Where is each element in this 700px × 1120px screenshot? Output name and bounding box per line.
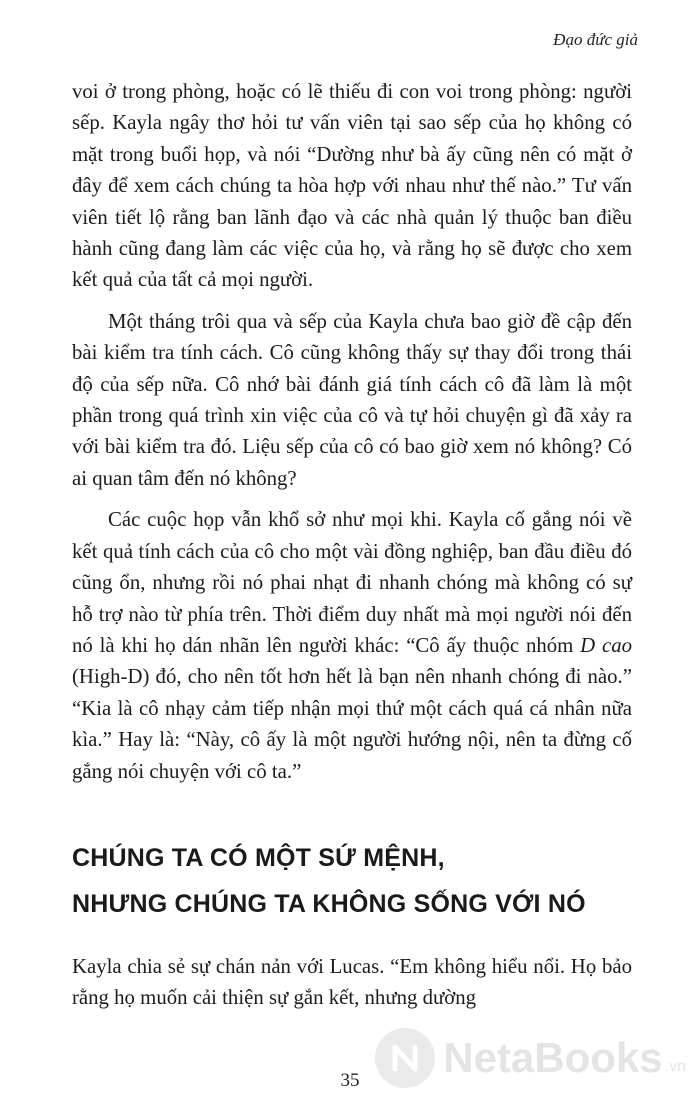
- page-body: [72, 76, 632, 1014]
- section-heading-line-1: CHÚNG TA CÓ MỘT SỨ MỆNH,: [72, 843, 445, 872]
- watermark: [375, 1028, 686, 1088]
- watermark-text: NetaBooks: [443, 1034, 663, 1081]
- section-heading-line-2: NHƯNG CHÚNG TA KHÔNG SỐNG VỚI NÓ: [72, 889, 586, 918]
- section-heading: [72, 835, 632, 927]
- paragraph-3-italic: D cao: [580, 633, 632, 657]
- paragraph-3-part-1: Các cuộc họp vẫn khổ sở như mọi khi. Kayla cố gắng nói về kết quả tính cách của cô cho một vài đồng nghiệp, ban đầu điều đó cũng ổn, nhưng rồi nó phai nhạt đi nhanh chóng mà không có sự hỗ trợ nào từ phía trên. Thời điểm duy nhất mà mọi người nói đến nó là khi họ dán nhãn lên người khác: “Cô ấy thuộc nhóm: [72, 508, 632, 657]
- page-number: 35: [340, 1070, 360, 1091]
- running-head: Đạo đức giả: [553, 30, 638, 49]
- paragraph-4: Kayla chia sẻ sự chán nản với Lucas. “Em không hiểu nổi. Họ bảo rằng họ muốn cải thiện sự gắn kết, nhưng dường: [72, 954, 632, 1010]
- netabooks-logo-icon: [375, 1028, 435, 1088]
- paragraph-3-part-2: (High-D) đó, cho nên tốt hơn hết là bạn nên nhanh chóng đi nào.” “Kia là cô nhạy cảm tiếp nhận mọi thứ một cách quá cá nhân nữa kìa.” Hay là: “Này, cô ấy là một người hướng nội, nên ta đừng cố gắng nói chuyện với cô ta.”: [72, 665, 632, 783]
- paragraph-1: voi ở trong phòng, hoặc có lẽ thiếu đi con voi trong phòng: người sếp. Kayla ngây thơ hỏi tư vấn viên tại sao sếp của họ không có mặt trong buổi họp, và nói “Dường như bà ấy cũng nên có mặt ở đây để xem cách chúng ta hòa hợp với nhau như thế nào.” Tư vấn viên tiết lộ rằng ban lãnh đạo và các nhà quản lý thuộc ban điều hành cũng đang làm các việc của họ, và rằng họ sẽ được cho xem kết quả của tất cả mọi người.: [72, 80, 632, 292]
- paragraph-2: Một tháng trôi qua và sếp của Kayla chưa bao giờ đề cập đến bài kiểm tra tính cách. Cô cũng không thấy sự thay đổi trong thái độ của sếp nữa. Cô nhớ bài đánh giá tính cách cô đã làm là một phần trong quá trình xin việc của cô và tự hỏi chuyện gì đã xảy ra với bài kiểm tra đó. Liệu sếp của cô có bao giờ xem nó không? Có ai quan tâm đến nó không?: [72, 309, 632, 490]
- watermark-suffix: .vn: [664, 1058, 686, 1075]
- paragraph-3: [72, 504, 632, 787]
